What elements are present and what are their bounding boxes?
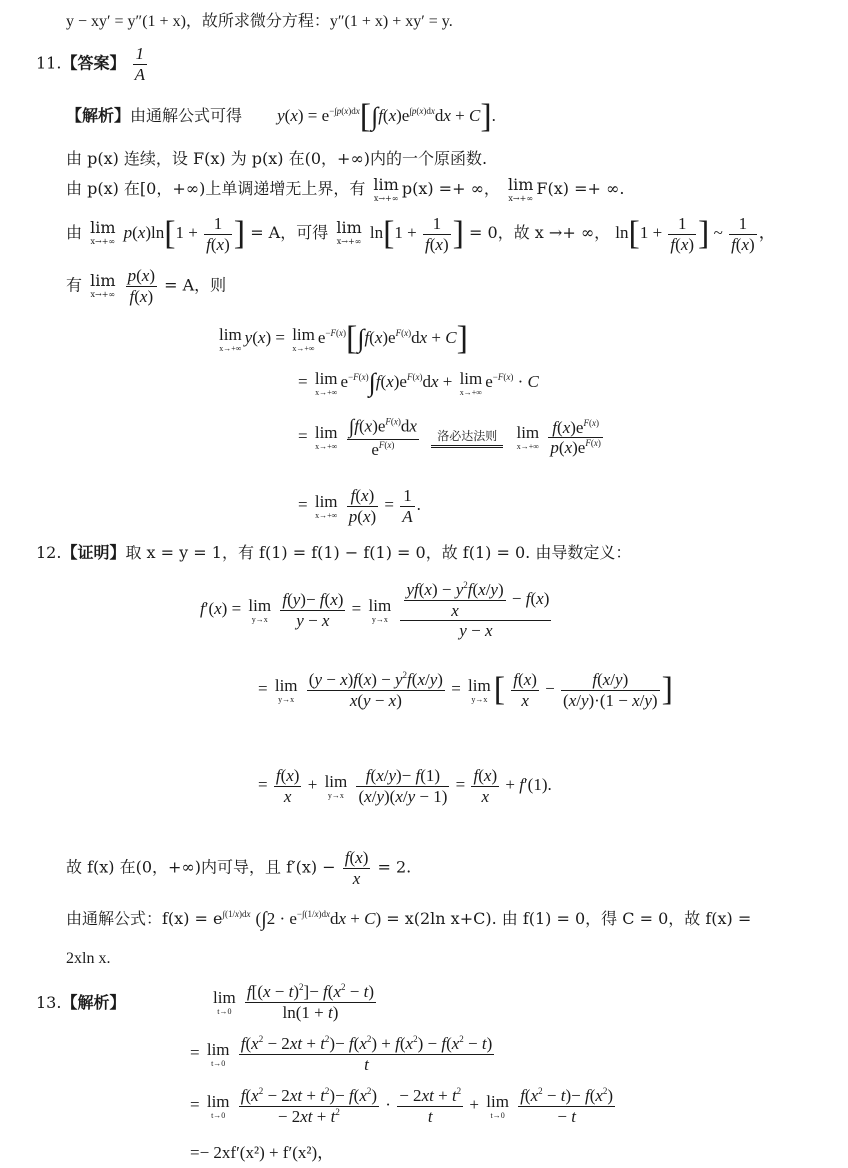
p13-step-4: =− 2xf′(x²) + f′(x²)， xyxy=(190,1143,335,1162)
general-tail: = x(2ln x+C). 由 f(1) = 0，得 C = 0，故 f(x) = xyxy=(386,909,752,928)
problem-13-header xyxy=(36,990,125,1013)
limit: lim x→+∞ xyxy=(336,218,362,247)
problem-number: 11. xyxy=(36,53,62,73)
general-solution-line: 由通解公式：$f(x) = e^{\int(1/x)dx}$ $(\int 2 \cdot e^{-\int(1/x)dx}dx + C) = x(2\ln$ x+C). 由 f(1) = 0，得 C = 0，故 f(x) = xyxy=(66,908,752,931)
derivation-step-2: = lim x→+∞ $e^{-F(x)}\int f(x)e^{F(x)}dx + \lim$ x→+∞ $e^{-F(x)} \cdot C$ xyxy=(298,368,539,397)
lhopital-label: 洛必达法则 xyxy=(431,427,503,448)
continuity-line: 由 p(x) 连续，设 F(x) 为 p(x) 在(0，+∞)内的一个原函数. xyxy=(66,149,488,168)
limit: lim x→+∞ xyxy=(508,174,534,203)
derivation-step-1: lim x→+∞ y(x) = lim x→+∞ $e^{-F(x)}[\int f(x)e^{F(x)}dx + C]$ xyxy=(219,320,468,357)
answer-numerator: 1 xyxy=(133,44,147,65)
derivative-step-3: = $\frac{f(x)}{x}$ + lim y→x $\frac{f(x/y)- f(1)}{(x/y)(x/y - 1)}$ = $\frac{f(x)}{x}$ + f′(1). xyxy=(258,766,552,806)
problem-12-header xyxy=(36,540,631,563)
derivation-step-3: = lim x→+∞ $\frac{\int f(x)e^{F(x)}dx}{e^{F(x)}}$ 洛必达法则 lim x→+∞ $\frac{f(x)e^{F(x)}}{p(x)e^{F(x)}}$ xyxy=(298,416,601,459)
monotone-line xyxy=(66,176,624,203)
lim-text-prefix: 由 xyxy=(66,222,83,242)
problem-11-header xyxy=(36,44,149,84)
result-line: 2xln x. xyxy=(66,950,111,967)
monotone-text: 由 p(x) 在[0，+∞)上单调递增无上界，有 xyxy=(66,179,366,198)
answer-denominator: A xyxy=(134,64,145,84)
have-tail: = A，则 xyxy=(164,275,227,295)
problem-11-analysis xyxy=(66,98,496,136)
derivable-tail: = 2. xyxy=(377,857,412,877)
problem-number: 12. xyxy=(36,543,62,562)
monotone-limit-F: F(x) =+ ∞. xyxy=(536,179,625,198)
answer-fraction xyxy=(133,44,147,84)
analysis-tag: 【解析】 xyxy=(61,993,126,1012)
derivative-step-2: = lim y→x $\frac{(y - x)f(x) - y^2f(x/y)}{x(y - x)}$ = lim y→x [ $\frac{f(x)}{x}$ − $\frac{f(x/y)}{(x/y)\cdot(1 - x/y)}$ ] xyxy=(258,670,673,710)
lim-text-mid: = A，可得 xyxy=(250,222,329,242)
lim-text-tail: = 0，故 x →+ ∞， xyxy=(469,222,611,242)
general-solution-formula: $y(x) = e^{-\int p(x)dx}[\int f(x)e^{\int p(x)dx}dx + C]$. xyxy=(277,98,496,135)
limit: lim x→+∞ xyxy=(373,174,399,203)
general-text: 由通解公式：f(x) = e xyxy=(66,909,223,928)
p13-step-1: lim t→0 $\frac{f[(x - t)^2]- f(x^2 - t)}{\ln(1 + t)}$ xyxy=(213,982,374,1022)
limit-condition-line: 由 lim x→+∞ p(x)ln[1 + $\frac{1}{f(x)}$ ] = A，可得 lim x→+∞ ln[1 + $\frac{1}{f(x)}$ ] = 0，故 x →+ ∞， ln[1 + $\frac{1}{f(x)}$ ] ~ $\frac{1}{f(x)}$ ， xyxy=(66,214,776,254)
p13-step-2: = lim t→0 $\frac{f(x^2 - 2xt + t^2)- f(x^2) + f(x^2) - f(x^2 - t)}{t}$ xyxy=(190,1034,493,1074)
derivable-line: 故 f(x) 在(0，+∞)内可导，且 f′(x) − $\frac{f(x)}{x}$ = 2. xyxy=(66,848,412,888)
analysis-tag: 【解析】 xyxy=(66,105,131,125)
limit: lim x→+∞ xyxy=(90,271,116,300)
derivable-text: 故 f(x) 在(0，+∞)内可导，且 f′(x) − xyxy=(66,857,336,877)
proof-intro: 取 x = y = 1，有 f(1) = f(1) − f(1) = 0，故 f(1) = 0. 由导数定义： xyxy=(125,543,632,562)
problem-10-tail: y − xy′ = y″(1 + x)，故所求微分方程：y″(1 + x) + xy′ = y. xyxy=(66,13,453,30)
answer-tag: 【答案】 xyxy=(61,53,126,73)
derivative-definition: f′(x) = lim y→x $\frac{f(y)- f(x)}{y - x}$ = lim y→x $\frac{yf(x) - y^2f(x/y)}{x}$ − f(x) y − x xyxy=(200,580,550,641)
analysis-text: 由通解公式可得 xyxy=(130,105,243,125)
have-text: 有 xyxy=(66,275,83,295)
problem-number: 13. xyxy=(36,993,62,1012)
limit-ratio-line: 有 lim x→+∞ $\frac{p(x)}{f(x)}$ = A，则 xyxy=(66,266,227,306)
derivation-step-4: = lim x→+∞ $\frac{f(x)}{p(x)}$ = $\frac{1}{A}$ . xyxy=(298,486,421,526)
limit: lim x→+∞ xyxy=(90,218,116,247)
monotone-limit-p: p(x) =+ ∞， xyxy=(401,179,500,198)
proof-tag: 【证明】 xyxy=(61,543,126,562)
p13-step-3: = lim t→0 $\frac{f(x^2 - 2xt + t^2)- f(x^2)}{- 2xt + t^2}$ · $\frac{- 2xt + t^2}{t}$ + lim t→0 $\frac{f(x^2 - t)- f(x^2)}{- t}$ xyxy=(190,1086,614,1126)
